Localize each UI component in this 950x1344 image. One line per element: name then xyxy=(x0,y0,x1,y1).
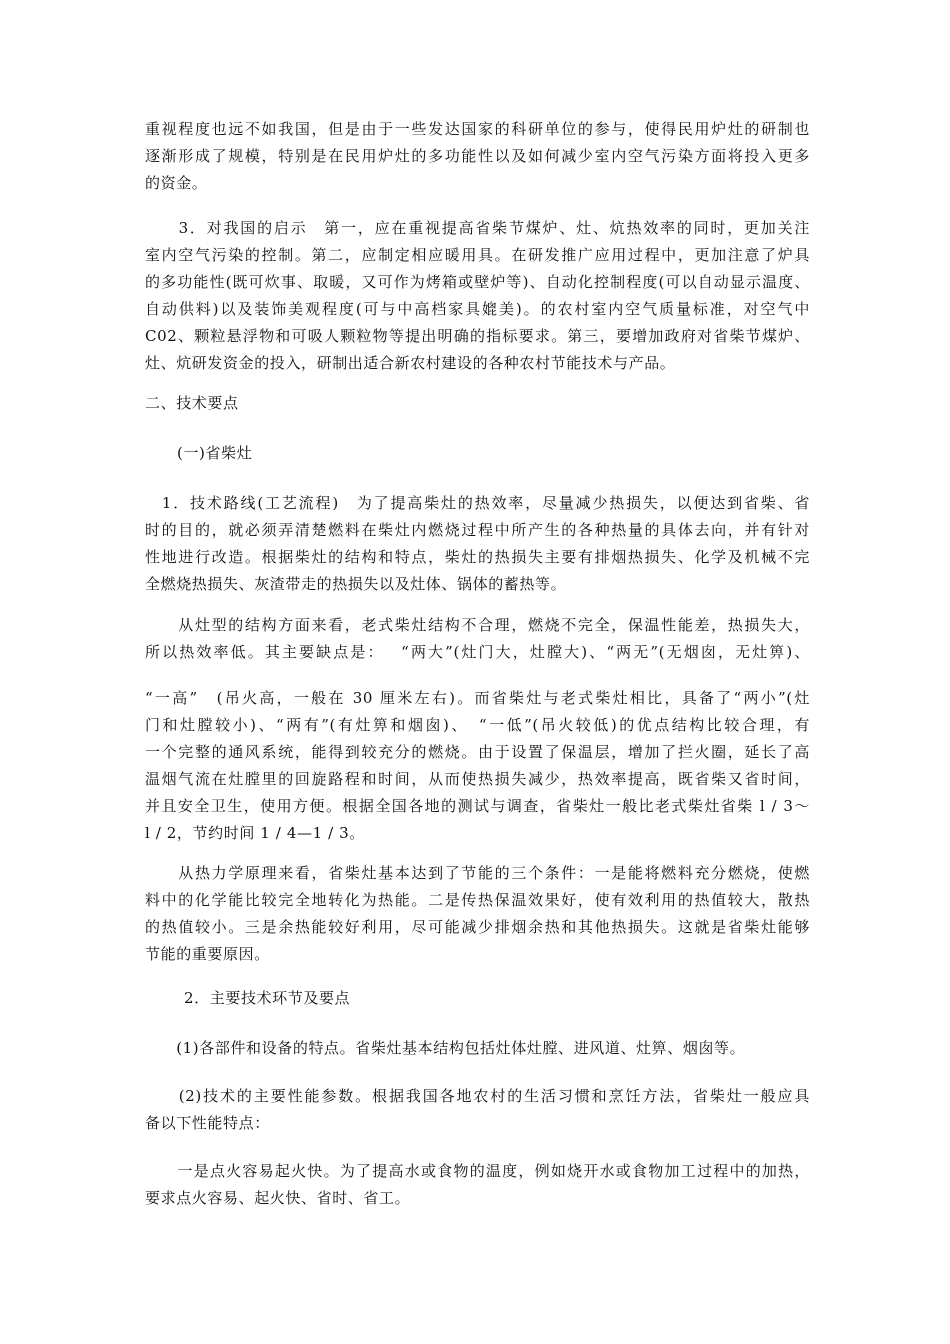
text-line: 从灶型的结构方面来看，老式柴灶结构不合理，燃烧不完全，保温性能差，热损失大， xyxy=(145,616,810,634)
paragraph-components xyxy=(145,1035,810,1062)
text-line: 温烟气流在灶膛里的回旋路程和时间，从而使热损失减少，热效率提高，既省柴又省时间， xyxy=(145,770,810,788)
text-line: 重视程度也远不如我国，但是由于一些发达国家的科研单位的参与，使得民用炉灶的研制也 xyxy=(145,120,810,138)
text-line: 节能的重要原因。 xyxy=(145,945,270,963)
subsection-heading-key-links: 2．主要技术环节及要点 xyxy=(184,989,351,1007)
paragraph-intro-continuation xyxy=(145,116,810,197)
text-line: 要求点火容易、起火快、省时、省工。 xyxy=(145,1189,411,1207)
paragraph-enlightenment xyxy=(145,215,810,377)
paragraph-stove-structure xyxy=(145,612,810,666)
text-line: 所以热效率低。其主要缺点是： “两大”(灶门大，灶膛大)、“两无”(无烟囱，无灶箅)、 xyxy=(145,643,810,661)
text-line: 的热值较小。三是余热能较好利用，尽可能减少排烟余热和其他热损失。这就是省柴灶能够 xyxy=(145,918,810,936)
paragraph-technical-route xyxy=(145,490,810,598)
text-line: 的多功能性(既可炊事、取暖，又可作为烤箱或壁炉等)、自动化控制程度(可以自动显示温度、 xyxy=(145,273,810,291)
text-line: 全燃烧热损失、灰渣带走的热损失以及灶体、锅体的蓄热等。 xyxy=(145,575,567,593)
text-line: 的资金。 xyxy=(145,174,208,192)
paragraph-stove-comparison xyxy=(145,685,810,847)
text-line: 一个完整的通风系统，能得到较充分的燃烧。由于设置了保温层，增加了拦火圈，延长了高 xyxy=(145,743,810,761)
paragraph-performance-parameters xyxy=(145,1083,810,1137)
text-line: “一高” (吊火高，一般在 30 厘米左右)。而省柴灶与老式柴灶相比，具备了“两小”(灶 xyxy=(145,689,810,707)
text-line: 备以下性能特点： xyxy=(145,1114,270,1132)
text-line: 灶、炕研发资金的投入，研制出适合新农村建设的各种农村节能技术与产品。 xyxy=(145,354,676,372)
text-line: 自动供料)以及装饰美观程度(可与中高档家具媲美)。的农村室内空气质量标准，对空气中 xyxy=(145,300,810,318)
paragraph-easy-ignition xyxy=(145,1158,810,1212)
text-line: 1．技术路线(工艺流程) 为了提高柴灶的热效率，尽量减少热损失，以便达到省柴、省 xyxy=(145,494,810,512)
section-heading-technical-points: 二、技术要点 xyxy=(145,394,239,412)
subsection-heading-fuel-saving-stove: (一)省柴灶 xyxy=(177,444,253,462)
text-line: 一是点火容易起火快。为了提高水或食物的温度，例如烧开水或食物加工过程中的加热， xyxy=(145,1162,810,1180)
text-line: 料中的化学能比较完全地转化为热能。二是传热保温效果好，使有效利用的热值较大，散热 xyxy=(145,891,810,909)
text-line: C02、颗粒悬浮物和可吸人颗粒物等提出明确的指标要求。第三，要增加政府对省柴节煤炉、 xyxy=(145,327,810,345)
text-line: 室内空气污染的控制。第二，应制定相应暖用具。在研发推广应用过程中，更加注意了炉具 xyxy=(145,246,810,264)
text-line: 时的目的，就必须弄清楚燃料在柴灶内燃烧过程中所产生的各种热量的具体去向，并有针对 xyxy=(145,521,810,539)
text-line: (2)技术的主要性能参数。根据我国各地农村的生活习惯和烹饪方法，省柴灶一般应具 xyxy=(145,1087,810,1105)
text-line: 逐渐形成了规模，特别是在民用炉灶的多功能性以及如何减少室内空气污染方面将投入更多 xyxy=(145,147,810,165)
text-line: l / 2，节约时间 1 / 4—1 / 3。 xyxy=(145,824,365,842)
text-line: 性地进行改造。根据柴灶的结构和特点，柴灶的热损失主要有排烟热损失、化学及机械不完 xyxy=(145,548,810,566)
text-line: 并且安全卫生，使用方便。根据全国各地的测试与调查，省柴灶一般比老式柴灶省柴 l / 3～ xyxy=(145,797,810,815)
paragraph-thermodynamics xyxy=(145,860,810,968)
text-line: (1)各部件和设备的特点。省柴灶基本结构包括灶体灶膛、进风道、灶箅、烟囱等。 xyxy=(145,1039,746,1057)
text-line: 3．对我国的启示 第一，应在重视提高省柴节煤炉、灶、炕热效率的同时，更加关注 xyxy=(145,219,810,237)
text-line: 从热力学原理来看，省柴灶基本达到了节能的三个条件：一是能将燃料充分燃烧，使燃 xyxy=(145,864,810,882)
text-line: 门和灶膛较小)、“两有”(有灶箅和烟囱)、 “一低”(吊火较低)的优点结构比较合理，有 xyxy=(145,716,810,734)
